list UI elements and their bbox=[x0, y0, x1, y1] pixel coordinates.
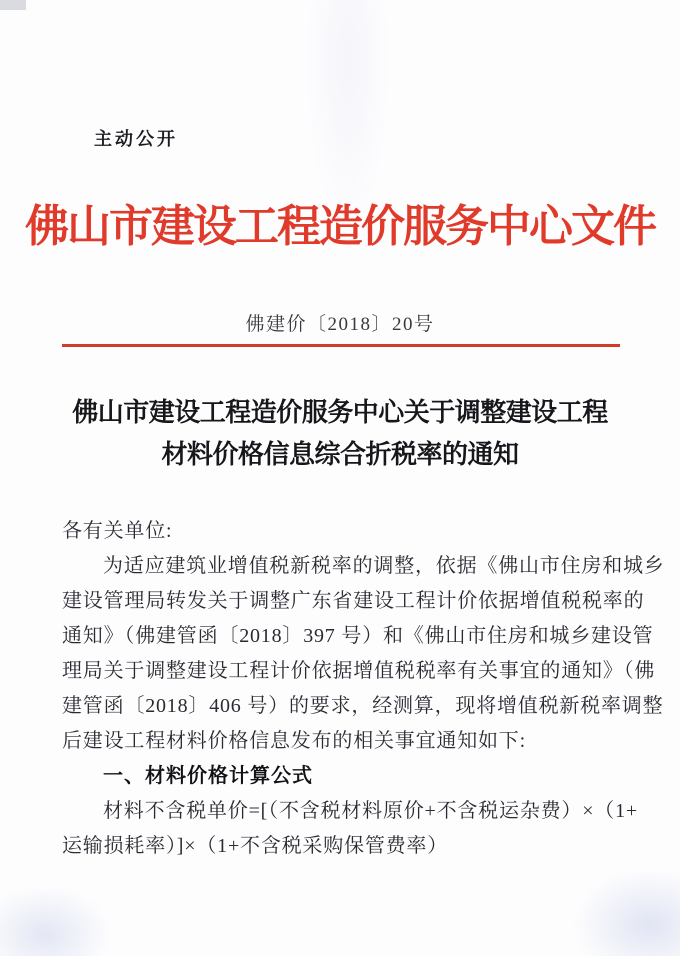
formula-line: 材料不含税单价=[（不含税材料原价+不含税运杂费）×（1+ bbox=[103, 800, 638, 822]
notice-title bbox=[0, 392, 680, 476]
disclosure-label: 主动公开 bbox=[94, 129, 178, 149]
scan-artifact bbox=[0, 0, 26, 10]
paragraph-line: 后建设工程材料价格信息发布的相关事宜通知如下: bbox=[62, 730, 526, 752]
formula-line: 运输损耗率）]×（1+不含税采购保管费率） bbox=[62, 835, 449, 857]
paragraph-line: 建管函〔2018〕406 号）的要求，经测算，现将增值税新税率调整 bbox=[62, 695, 664, 717]
paragraph-line: 建设管理局转发关于调整广东省建设工程计价依据增值税税率的 bbox=[62, 590, 645, 612]
paragraph-line: 理局关于调整建设工程计价依据增值税税率有关事宜的通知》（佛 bbox=[62, 660, 656, 682]
doc-number: 佛建价〔2018〕20号 bbox=[245, 314, 435, 335]
notice-title-line-2: 材料价格信息综合折税率的通知 bbox=[161, 440, 519, 469]
notice-body bbox=[62, 514, 665, 864]
section1-heading: 一、材料价格计算公式 bbox=[103, 765, 313, 787]
salutation: 各有关单位: bbox=[62, 520, 173, 542]
paragraph-line: 通知》（佛建管函〔2018〕397 号）和《佛山市住房和城乡建设管 bbox=[62, 625, 654, 647]
notice-title-line-1: 佛山市建设工程造价服务中心关于调整建设工程 bbox=[72, 398, 608, 427]
paragraph-line: 为适应建筑业增值税新税率的调整，依据《佛山市住房和城乡 bbox=[103, 555, 665, 577]
masthead-title: 佛山市建设工程造价服务中心文件 bbox=[25, 202, 655, 251]
masthead-divider bbox=[62, 344, 620, 347]
